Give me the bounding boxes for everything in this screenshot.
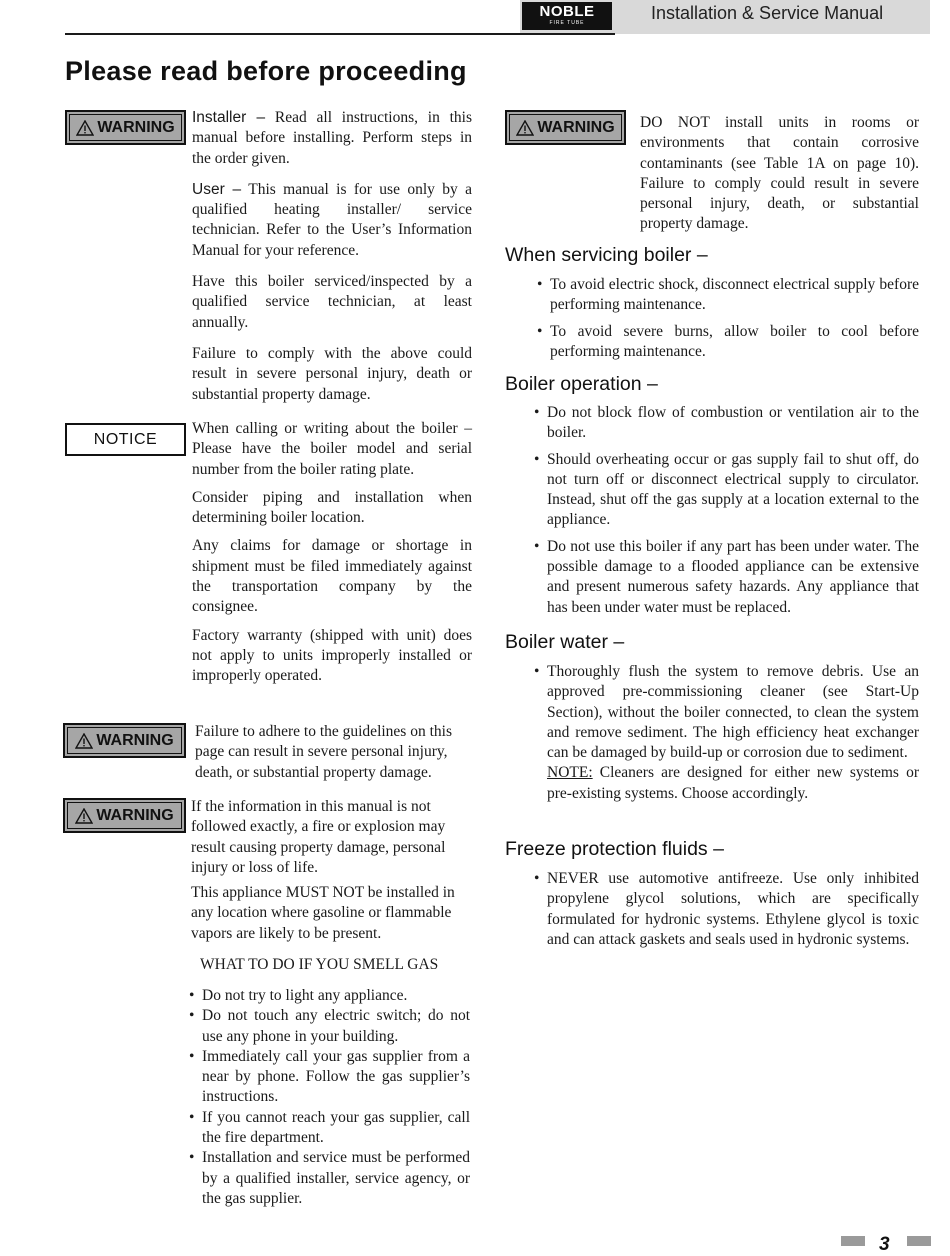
list-item: • To avoid electric shock, disconnect electrical supply before performing maintenance. [537, 275, 919, 316]
notice-badge-label: NOTICE [93, 430, 158, 448]
warning-badge [505, 110, 626, 145]
operation-list [534, 403, 919, 618]
footer-bar-right [907, 1236, 931, 1246]
explosion-paragraph: If the information in this manual is not followed exactly, a fire or explosion may result causing property damage, personal injury or loss of life. [191, 798, 446, 876]
water-heading: Boiler water – [505, 631, 625, 653]
location-paragraph: This appliance MUST NOT be installed in any location where gasoline or flammable vapors are likely to be present. [191, 884, 455, 942]
warranty-paragraph: Factory warranty (shipped with unit) does not apply to units improperly installed or improperly operated. [192, 626, 472, 685]
freeze-list [534, 869, 919, 950]
list-item: • Do not use this boiler if any part has been under water. The possible damage to a flooded appliance can be extensive and present numerous safety hazards. Any appliance that has been under water must be replaced. [534, 537, 919, 618]
warning-triangle-icon [75, 808, 93, 824]
servicing-heading: When servicing boiler – [505, 244, 708, 266]
freeze-heading: Freeze protection fluids – [505, 838, 724, 860]
operation-heading: Boiler operation – [505, 373, 658, 395]
page-title: Please read before proceeding [65, 56, 467, 86]
warning-badge-label: WARNING [97, 118, 175, 136]
list-item: • Should overheating occur or gas supply fail to shut off, do not turn off or disconnect electrical supply to circulator. Instead, shut off the gas supply at a location external to the appliance. [534, 450, 919, 531]
claims-paragraph: Any claims for damage or shortage in shipment must be filed immediately against the transportation company by the consignee. [192, 537, 472, 616]
list-item: • Immediately call your gas supplier from a near by phone. Follow the gas supplier’s instructions. [189, 1047, 470, 1108]
page-number: 3 [879, 1234, 890, 1255]
service-paragraph: Have this boiler serviced/inspected by a qualified service technician, at least annually. [192, 273, 472, 331]
list-item: • Do not block flow of combustion or ventilation air to the boiler. [534, 403, 919, 444]
warning-badge-label: WARNING [537, 118, 615, 136]
guidelines-warning-text: Failure to adhere to the guidelines on this page can result in severe personal injury, death, or substantial property damage. [195, 723, 452, 781]
warning-triangle-icon [75, 733, 93, 749]
list-item: • Installation and service must be performed by a qualified installer, service agency, or the gas supplier. [189, 1148, 470, 1209]
calling-paragraph: When calling or writing about the boiler – Please have the boiler model and serial number from the boiler rating plate. [192, 420, 472, 478]
warning-badge [65, 110, 186, 145]
note-label: NOTE: [547, 764, 593, 782]
list-item: • Do not try to light any appliance. [189, 986, 470, 1006]
list-item: • To avoid severe burns, allow boiler to cool before performing maintenance. [537, 322, 919, 363]
brand-name: NOBLE [539, 3, 595, 20]
warning-badge [63, 723, 186, 758]
warning-badge [63, 798, 186, 833]
water-list [534, 662, 919, 804]
warning-badge-label: WARNING [96, 731, 174, 749]
notice-block [192, 419, 472, 687]
installer-paragraph: Installer – Read all instructions, in this manual before installing. Perform steps in the order given. [192, 109, 472, 167]
note-text: Cleaners are designed for either new systems or pre-existing systems. Choose accordingly. [547, 764, 919, 802]
notice-badge [65, 423, 186, 456]
warning-badge-label: WARNING [96, 806, 174, 824]
warning-triangle-icon [76, 120, 94, 136]
header-rule [65, 33, 615, 35]
footer-bar-left [841, 1236, 865, 1246]
smell-gas-heading: WHAT TO DO IF YOU SMELL GAS [200, 956, 439, 973]
gas-warning-block [191, 797, 472, 944]
list-item: • Thoroughly flush the system to remove debris. Use an approved pre-commissioning cleaner (see Start-Up Section), without the boiler connected, to clean the system and remove sediment. The high efficiency heat exchanger can be damaged by build-up or corrosion due to sediment. NOTE: Cleaners are designed for either new systems or pre-existing systems. Choose accordingly. [534, 662, 919, 804]
servicing-list [537, 275, 919, 362]
piping-paragraph: Consider piping and installation when determining boiler location. [192, 488, 472, 527]
manual-title: Installation & Service Manual [651, 3, 884, 23]
list-item: • Do not touch any electric switch; do not use any phone in your building. [189, 1006, 470, 1047]
installer-warning-block [192, 108, 472, 405]
brand-logo [522, 2, 612, 30]
warning-triangle-icon [516, 120, 534, 136]
user-paragraph: User – This manual is for use only by a qualified heating installer/ service technician. Refer to the User’s Information Manual for your reference. [192, 180, 472, 259]
failure-paragraph: Failure to comply with the above could result in severe personal injury, death or substantial property damage. [192, 344, 472, 403]
corrosive-warning-text: DO NOT install units in rooms or environments that contain corrosive contaminants (see Table 1A on page 10). Failure to comply could result in severe personal injury, death, or substantial property damage. [640, 114, 919, 233]
list-item: • If you cannot reach your gas supplier, call the fire department. [189, 1108, 470, 1149]
brand-subtitle: FIRE TUBE [549, 20, 585, 26]
smell-gas-list [189, 986, 470, 1209]
list-item: • NEVER use automotive antifreeze. Use only inhibited propylene glycol solutions, which are specifically formulated for hydronic systems. Ethylene glycol is toxic and can attack gaskets and seals used in hydronic systems. [534, 869, 919, 950]
